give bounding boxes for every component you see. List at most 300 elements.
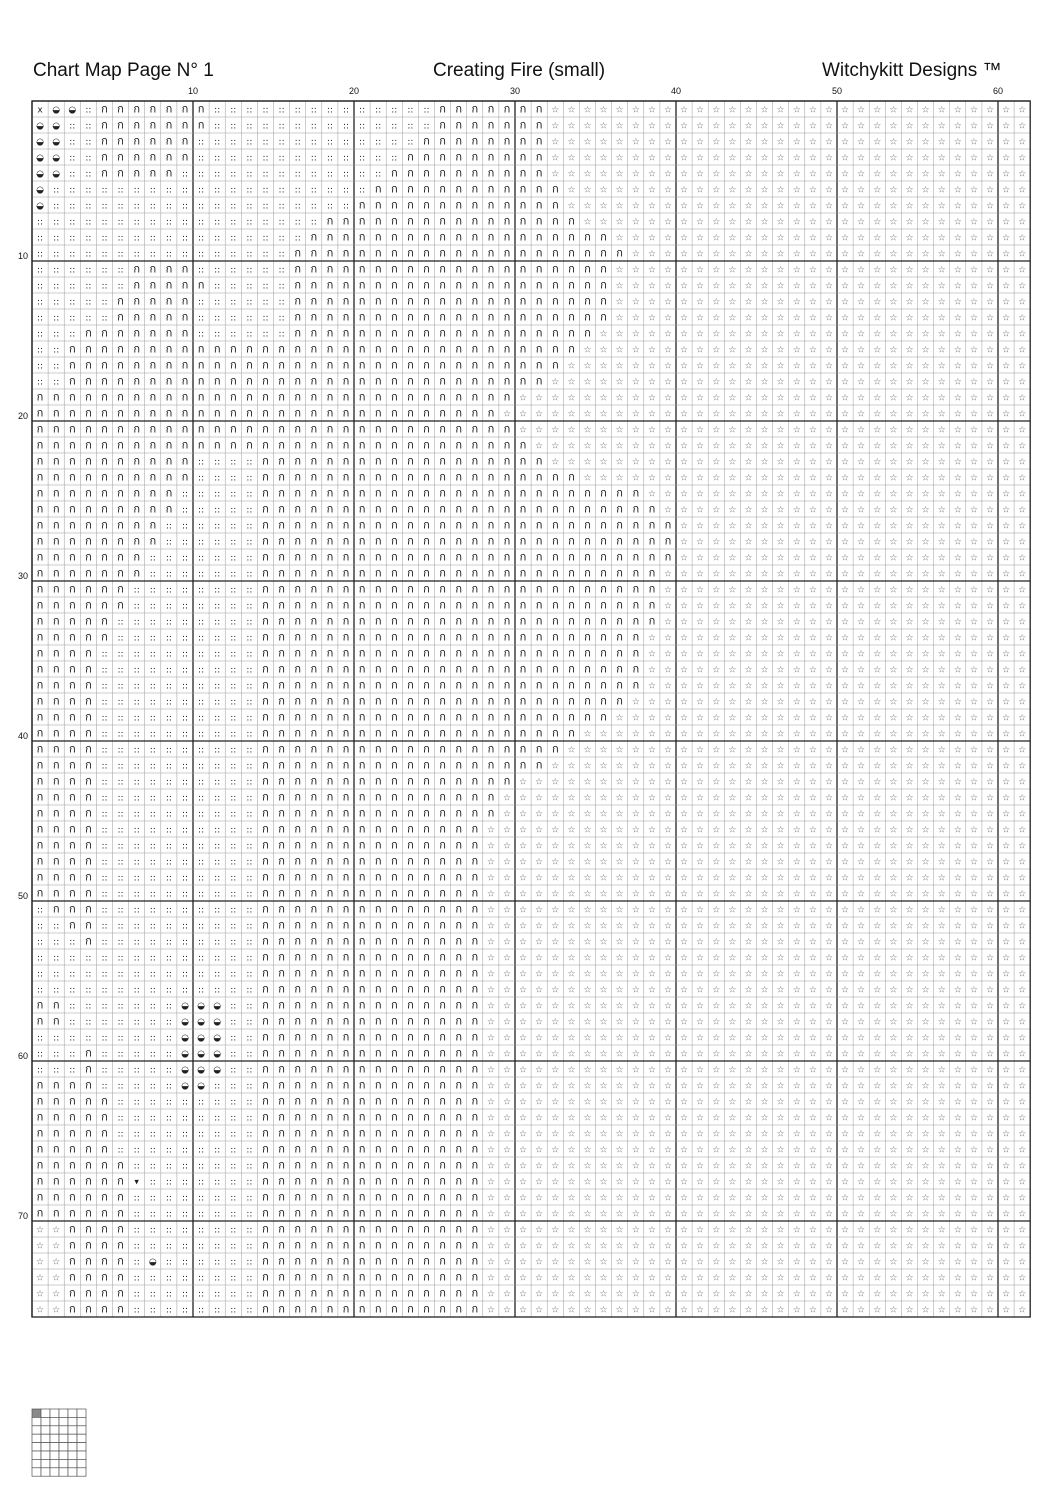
stitch-symbol: ☆ (954, 986, 962, 996)
stitch-symbol: ก (504, 135, 511, 148)
stitch-symbol: ก (455, 951, 462, 964)
stitch-symbol: :: (246, 1306, 252, 1316)
stitch-symbol: ☆ (938, 954, 946, 964)
stitch-symbol: ก (359, 199, 366, 212)
stitch-symbol: ☆ (696, 986, 704, 996)
stitch-symbol: ☆ (761, 170, 769, 180)
stitch-symbol: ☆ (712, 1162, 720, 1172)
stitch-symbol: ☆ (551, 1130, 559, 1140)
stitch-symbol: ☆ (1002, 922, 1010, 932)
stitch-symbol: ☆ (922, 778, 930, 788)
stitch-symbol: ☆ (503, 1258, 511, 1268)
stitch-symbol: ก (439, 599, 446, 612)
stitch-symbol: ☆ (696, 218, 704, 228)
stitch-symbol: ☆ (599, 730, 607, 740)
stitch-symbol: ก (359, 919, 366, 932)
stitch-symbol: :: (246, 570, 252, 580)
stitch-symbol: ก (53, 663, 60, 676)
stitch-symbol: ก (310, 1047, 317, 1060)
stitch-symbol: ☆ (922, 1034, 930, 1044)
stitch-symbol: ☆ (696, 1098, 704, 1108)
stitch-symbol: ก (69, 439, 76, 452)
stitch-symbol: :: (85, 138, 91, 148)
stitch-symbol: ☆ (519, 810, 527, 820)
stitch-symbol: ☆ (986, 538, 994, 548)
stitch-symbol: ☆ (777, 1146, 785, 1156)
stitch-symbol: ก (133, 167, 140, 180)
stitch-symbol: ก (439, 1095, 446, 1108)
stitch-symbol: :: (101, 906, 107, 916)
stitch-symbol: :: (101, 1066, 107, 1076)
stitch-symbol: ☆ (761, 730, 769, 740)
stitch-symbol: ก (423, 311, 430, 324)
stitch-symbol: :: (182, 234, 188, 244)
stitch-symbol: ☆ (1002, 234, 1010, 244)
stitch-symbol: ☆ (809, 762, 817, 772)
stitch-symbol: :: (198, 890, 204, 900)
stitch-symbol: ☆ (1018, 1098, 1026, 1108)
stitch-symbol: ☆ (632, 186, 640, 196)
stitch-symbol: ก (536, 679, 543, 692)
stitch-symbol: ☆ (777, 858, 785, 868)
stitch-symbol: :: (198, 1210, 204, 1220)
stitch-symbol: ก (101, 1223, 108, 1236)
stitch-symbol: ก (69, 839, 76, 852)
stitch-symbol: ก (455, 327, 462, 340)
stitch-symbol: ก (504, 519, 511, 532)
stitch-symbol: ก (117, 359, 124, 372)
stitch-symbol: ก (568, 231, 575, 244)
stitch-symbol: ☆ (696, 842, 704, 852)
stitch-symbol: :: (85, 106, 91, 116)
stitch-symbol: :: (246, 282, 252, 292)
stitch-symbol: ☆ (873, 314, 881, 324)
stitch-symbol: ☆ (986, 826, 994, 836)
stitch-symbol: ก (198, 375, 205, 388)
stitch-symbol: ☆ (825, 1098, 833, 1108)
stitch-symbol: ก (53, 759, 60, 772)
stitch-symbol: ก (359, 1159, 366, 1172)
stitch-symbol: :: (182, 1130, 188, 1140)
stitch-symbol: ก (616, 567, 623, 580)
stitch-symbol: ☆ (986, 314, 994, 324)
stitch-symbol: :: (198, 970, 204, 980)
stitch-symbol: :: (198, 858, 204, 868)
stitch-symbol: ☆ (841, 186, 849, 196)
stitch-symbol: :: (359, 138, 365, 148)
stitch-symbol: ก (584, 279, 591, 292)
stitch-symbol: ก (278, 807, 285, 820)
stitch-symbol: :: (150, 746, 156, 756)
stitch-symbol: ☆ (1002, 1210, 1010, 1220)
stitch-symbol: ก (182, 359, 189, 372)
stitch-symbol: x (37, 106, 43, 116)
stitch-symbol: ก (455, 839, 462, 852)
stitch-symbol: ก (375, 455, 382, 468)
stitch-symbol: ☆ (873, 362, 881, 372)
stitch-symbol: ☆ (922, 810, 930, 820)
column-number: 60 (993, 86, 1003, 96)
stitch-symbol: :: (214, 282, 220, 292)
stitch-symbol: ก (327, 615, 334, 628)
stitch-symbol: ☆ (1002, 666, 1010, 676)
stitch-symbol: ☆ (793, 938, 801, 948)
stitch-symbol: ก (536, 519, 543, 532)
stitch-symbol: ก (375, 295, 382, 308)
stitch-symbol: ก (327, 695, 334, 708)
minimap-cell (32, 1459, 41, 1467)
stitch-symbol: ก (53, 599, 60, 612)
stitch-symbol: ☆ (535, 1226, 543, 1236)
stitch-symbol: ☆ (1002, 170, 1010, 180)
stitch-symbol: ก (391, 1303, 398, 1316)
stitch-symbol: ☆ (1002, 586, 1010, 596)
minimap-cell (68, 1426, 77, 1434)
stitch-symbol: ◒ (197, 1034, 205, 1044)
stitch-symbol: ก (359, 439, 366, 452)
stitch-symbol: ก (423, 1143, 430, 1156)
stitch-symbol: ☆ (744, 410, 752, 420)
stitch-symbol: ก (471, 647, 478, 660)
stitch-symbol: ☆ (761, 538, 769, 548)
stitch-symbol: :: (246, 1210, 252, 1220)
stitch-symbol: ☆ (696, 698, 704, 708)
stitch-symbol: ก (37, 407, 44, 420)
stitch-symbol: ก (310, 999, 317, 1012)
stitch-symbol: ก (182, 439, 189, 452)
stitch-symbol: :: (101, 298, 107, 308)
stitch-symbol: ☆ (825, 1178, 833, 1188)
stitch-symbol: ก (278, 727, 285, 740)
stitch-symbol: ☆ (905, 618, 913, 628)
stitch-symbol: ◒ (36, 186, 44, 196)
stitch-symbol: :: (117, 810, 123, 820)
stitch-symbol: ก (69, 1143, 76, 1156)
stitch-symbol: ก (359, 823, 366, 836)
stitch-symbol: ก (536, 119, 543, 132)
stitch-symbol: :: (134, 186, 140, 196)
minimap-cell (32, 1443, 41, 1451)
stitch-symbol: ☆ (567, 778, 575, 788)
stitch-symbol: ☆ (809, 138, 817, 148)
stitch-symbol: ☆ (938, 1290, 946, 1300)
stitch-symbol: ☆ (728, 1290, 736, 1300)
stitch-symbol: ☆ (761, 874, 769, 884)
stitch-symbol: ☆ (938, 874, 946, 884)
stitch-symbol: ☆ (873, 474, 881, 484)
stitch-symbol: ก (343, 311, 350, 324)
stitch-symbol: ☆ (583, 154, 591, 164)
stitch-symbol: :: (214, 218, 220, 228)
stitch-symbol: ก (53, 455, 60, 468)
stitch-symbol: ☆ (761, 698, 769, 708)
stitch-symbol: ก (536, 247, 543, 260)
stitch-symbol: ☆ (938, 1018, 946, 1028)
stitch-symbol: ☆ (905, 730, 913, 740)
stitch-symbol: ☆ (777, 586, 785, 596)
stitch-symbol: ก (294, 775, 301, 788)
stitch-symbol: ☆ (922, 634, 930, 644)
stitch-symbol: ก (294, 295, 301, 308)
stitch-symbol: :: (279, 186, 285, 196)
stitch-symbol: ☆ (680, 282, 688, 292)
stitch-symbol: ☆ (1018, 1082, 1026, 1092)
stitch-symbol: :: (53, 986, 59, 996)
stitch-symbol: ก (37, 823, 44, 836)
stitch-symbol: ก (343, 279, 350, 292)
stitch-symbol: :: (150, 810, 156, 820)
stitch-symbol: :: (117, 890, 123, 900)
stitch-symbol: ☆ (986, 442, 994, 452)
stitch-symbol: ก (504, 631, 511, 644)
stitch-symbol: ก (53, 711, 60, 724)
stitch-symbol: ☆ (825, 586, 833, 596)
stitch-symbol: ก (101, 599, 108, 612)
stitch-symbol: ก (375, 759, 382, 772)
stitch-symbol: ก (327, 647, 334, 660)
stitch-symbol: ☆ (841, 810, 849, 820)
stitch-symbol: ก (69, 711, 76, 724)
stitch-symbol: ก (359, 375, 366, 388)
stitch-symbol: ก (117, 391, 124, 404)
stitch-symbol: ก (359, 1095, 366, 1108)
stitch-symbol: ☆ (680, 154, 688, 164)
stitch-symbol: ☆ (519, 1162, 527, 1172)
stitch-symbol: ก (375, 807, 382, 820)
stitch-symbol: ก (584, 631, 591, 644)
stitch-symbol: ก (455, 1191, 462, 1204)
stitch-symbol: :: (230, 794, 236, 804)
stitch-symbol: :: (230, 266, 236, 276)
stitch-symbol: ก (439, 903, 446, 916)
stitch-symbol: ☆ (680, 634, 688, 644)
stitch-symbol: ☆ (648, 794, 656, 804)
stitch-symbol: ก (37, 535, 44, 548)
stitch-symbol: ☆ (889, 410, 897, 420)
stitch-symbol: ก (375, 471, 382, 484)
stitch-symbol: ก (262, 567, 269, 580)
stitch-symbol: ก (439, 295, 446, 308)
stitch-symbol: ☆ (599, 858, 607, 868)
stitch-symbol: :: (101, 746, 107, 756)
stitch-symbol: ☆ (905, 1002, 913, 1012)
stitch-symbol: ก (568, 583, 575, 596)
stitch-symbol: ☆ (680, 746, 688, 756)
stitch-symbol: ☆ (567, 1002, 575, 1012)
stitch-symbol: :: (166, 602, 172, 612)
stitch-symbol: ก (423, 695, 430, 708)
stitch-symbol: :: (230, 474, 236, 484)
stitch-symbol: :: (214, 938, 220, 948)
stitch-symbol: ก (101, 1239, 108, 1252)
stitch-symbol: ☆ (567, 1290, 575, 1300)
stitch-symbol: ☆ (616, 394, 624, 404)
stitch-symbol: :: (230, 1066, 236, 1076)
stitch-symbol: ก (117, 567, 124, 580)
stitch-symbol: ก (310, 583, 317, 596)
stitch-symbol: ก (439, 855, 446, 868)
stitch-symbol: ก (407, 951, 414, 964)
stitch-symbol: :: (246, 730, 252, 740)
stitch-symbol: ก (488, 311, 495, 324)
stitch-symbol: ก (37, 1079, 44, 1092)
stitch-symbol: ก (471, 1159, 478, 1172)
stitch-symbol: ก (327, 791, 334, 804)
stitch-symbol: ☆ (970, 506, 978, 516)
stitch-symbol: ก (584, 263, 591, 276)
stitch-symbol: :: (134, 922, 140, 932)
stitch-symbol: ก (488, 295, 495, 308)
stitch-symbol: ☆ (535, 426, 543, 436)
stitch-symbol: ก (359, 279, 366, 292)
stitch-symbol: ☆ (616, 330, 624, 340)
stitch-symbol: :: (85, 218, 91, 228)
stitch-symbol: ก (53, 1095, 60, 1108)
stitch-symbol: ☆ (503, 1162, 511, 1172)
minimap-cell (41, 1459, 50, 1467)
stitch-symbol: ☆ (825, 1018, 833, 1028)
stitch-symbol: :: (198, 522, 204, 532)
stitch-symbol: ก (246, 391, 253, 404)
stitch-symbol: :: (198, 458, 204, 468)
stitch-symbol: ก (423, 679, 430, 692)
stitch-symbol: ก (133, 551, 140, 564)
stitch-symbol: ☆ (680, 826, 688, 836)
stitch-symbol: ☆ (680, 618, 688, 628)
stitch-symbol: ☆ (922, 970, 930, 980)
stitch-symbol: ☆ (793, 426, 801, 436)
stitch-symbol: :: (343, 106, 349, 116)
stitch-symbol: ก (294, 407, 301, 420)
stitch-symbol: :: (150, 826, 156, 836)
stitch-symbol: ก (85, 823, 92, 836)
stitch-symbol: ก (471, 327, 478, 340)
stitch-symbol: ☆ (583, 858, 591, 868)
stitch-symbol: :: (198, 1146, 204, 1156)
stitch-symbol: ก (53, 391, 60, 404)
stitch-symbol: ☆ (873, 810, 881, 820)
stitch-symbol: ก (391, 1255, 398, 1268)
stitch-symbol: ☆ (744, 202, 752, 212)
stitch-symbol: :: (150, 1306, 156, 1316)
stitch-symbol: ☆ (664, 778, 672, 788)
stitch-symbol: ก (343, 1159, 350, 1172)
stitch-symbol: ก (359, 1031, 366, 1044)
stitch-symbol: ก (536, 631, 543, 644)
stitch-symbol: ก (343, 1143, 350, 1156)
stitch-symbol: ☆ (648, 874, 656, 884)
stitch-symbol: ก (262, 455, 269, 468)
stitch-symbol: ☆ (535, 938, 543, 948)
stitch-symbol: ☆ (567, 442, 575, 452)
stitch-symbol: ก (439, 1047, 446, 1060)
stitch-symbol: ☆ (841, 1050, 849, 1060)
stitch-symbol: ก (278, 1175, 285, 1188)
stitch-symbol: :: (101, 890, 107, 900)
stitch-symbol: ☆ (954, 634, 962, 644)
stitch-symbol: ☆ (487, 858, 495, 868)
stitch-symbol: ☆ (648, 842, 656, 852)
stitch-symbol: :: (117, 858, 123, 868)
stitch-symbol: :: (69, 282, 75, 292)
stitch-symbol: ☆ (503, 410, 511, 420)
stitch-symbol: ก (391, 199, 398, 212)
stitch-symbol: ก (407, 1287, 414, 1300)
stitch-symbol: ☆ (712, 394, 720, 404)
stitch-symbol: :: (214, 1178, 220, 1188)
stitch-symbol: ☆ (873, 298, 881, 308)
stitch-symbol: ก (488, 279, 495, 292)
stitch-symbol: ☆ (648, 170, 656, 180)
stitch-symbol: ◒ (68, 106, 76, 116)
stitch-symbol: ☆ (889, 1114, 897, 1124)
stitch-symbol: ก (310, 695, 317, 708)
stitch-symbol: ☆ (551, 1290, 559, 1300)
stitch-symbol: ☆ (616, 746, 624, 756)
stitch-symbol: ก (310, 679, 317, 692)
stitch-symbol: ก (423, 1303, 430, 1316)
stitch-symbol: :: (134, 890, 140, 900)
stitch-symbol: ก (504, 615, 511, 628)
stitch-symbol: ก (327, 1207, 334, 1220)
stitch-symbol: ☆ (841, 250, 849, 260)
stitch-symbol: :: (182, 1258, 188, 1268)
stitch-symbol: ☆ (599, 106, 607, 116)
stitch-symbol: ◒ (181, 1082, 189, 1092)
stitch-symbol: ☆ (857, 282, 865, 292)
stitch-symbol: ☆ (648, 954, 656, 964)
column-number: 40 (671, 86, 681, 96)
stitch-symbol: ☆ (905, 746, 913, 756)
stitch-symbol: ก (439, 1303, 446, 1316)
stitch-symbol: ก (310, 1143, 317, 1156)
stitch-symbol: :: (230, 138, 236, 148)
stitch-symbol: ก (359, 455, 366, 468)
stitch-symbol: ☆ (616, 170, 624, 180)
stitch-symbol: ☆ (599, 1194, 607, 1204)
stitch-symbol: ก (375, 247, 382, 260)
stitch-symbol: :: (198, 1178, 204, 1188)
stitch-symbol: ก (37, 1175, 44, 1188)
stitch-symbol: :: (295, 186, 301, 196)
stitch-symbol: ก (69, 1303, 76, 1316)
stitch-symbol: :: (37, 954, 43, 964)
stitch-symbol: ☆ (922, 730, 930, 740)
stitch-symbol: ก (504, 295, 511, 308)
stitch-symbol: ก (488, 391, 495, 404)
stitch-symbol: ก (101, 583, 108, 596)
stitch-symbol: ก (536, 295, 543, 308)
stitch-symbol: ☆ (809, 538, 817, 548)
stitch-symbol: ☆ (535, 906, 543, 916)
stitch-symbol: ☆ (954, 682, 962, 692)
stitch-symbol: :: (246, 1114, 252, 1124)
stitch-symbol: ก (85, 583, 92, 596)
stitch-symbol: ☆ (1018, 970, 1026, 980)
stitch-symbol: ☆ (938, 586, 946, 596)
stitch-symbol: ก (616, 247, 623, 260)
stitch-symbol: ☆ (583, 1226, 591, 1236)
stitch-symbol: ก (262, 807, 269, 820)
stitch-symbol: ก (471, 183, 478, 196)
stitch-symbol: ก (327, 439, 334, 452)
stitch-symbol: :: (246, 906, 252, 916)
stitch-symbol: ก (310, 823, 317, 836)
stitch-symbol: ก (407, 647, 414, 660)
stitch-symbol: ☆ (954, 570, 962, 580)
stitch-symbol: ☆ (777, 1290, 785, 1300)
stitch-symbol: ก (327, 1031, 334, 1044)
